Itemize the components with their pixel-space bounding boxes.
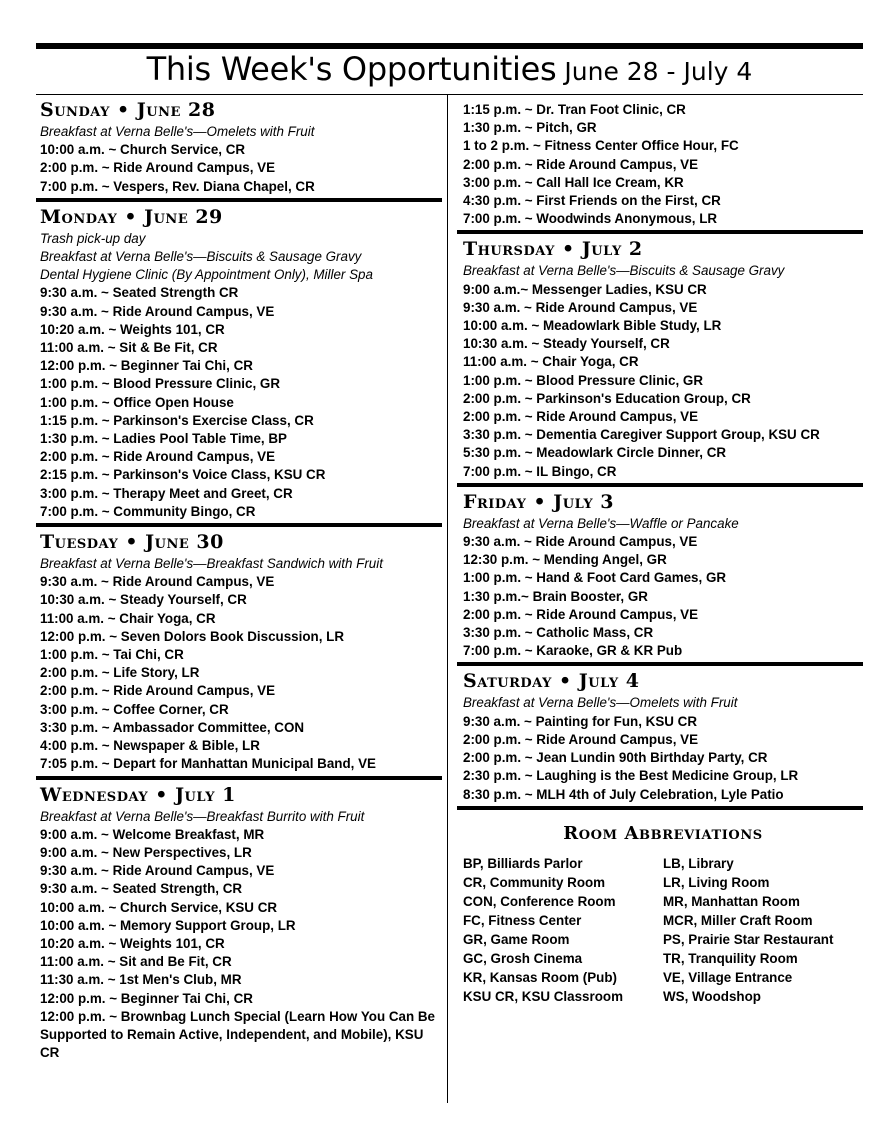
italic-list bbox=[40, 555, 442, 573]
event-item: 4:00 p.m. ~ Newspaper & Bible, LR bbox=[40, 738, 260, 754]
event-item: 1:15 p.m. ~ Parkinson's Exercise Class, CR bbox=[40, 412, 314, 428]
day-heading: Monday • June 29 bbox=[40, 205, 223, 228]
event-item: 7:00 p.m. ~ Vespers, Rev. Diana Chapel, CR bbox=[40, 178, 315, 194]
top-rule bbox=[36, 43, 863, 49]
event-item: 9:30 a.m. ~ Ride Around Campus, VE bbox=[463, 534, 698, 550]
day-heading: Thursday • July 2 bbox=[463, 238, 643, 261]
day-heading: Sunday • June 28 bbox=[40, 99, 216, 121]
day-section-sunday bbox=[40, 97, 442, 196]
room-abbreviation: WS, Woodshop bbox=[663, 988, 761, 1004]
room-abbreviation: GR, Game Room bbox=[463, 931, 570, 947]
event-item: 9:30 a.m. ~ Ride Around Campus, VE bbox=[40, 574, 275, 590]
event-item: 4:30 p.m. ~ First Friends on the First, CR bbox=[463, 193, 721, 209]
room-abbreviation: MCR, Miller Craft Room bbox=[663, 912, 813, 928]
event-item: 9:30 a.m. ~ Ride Around Campus, VE bbox=[40, 303, 275, 319]
italic-note: Breakfast at Verna Belle's—Breakfast Sandwich with Fruit bbox=[40, 556, 383, 572]
event-item: 3:00 p.m. ~ Therapy Meet and Greet, CR bbox=[40, 485, 293, 501]
section-rule bbox=[36, 523, 442, 527]
event-item: 8:30 p.m. ~ MLH 4th of July Celebration, Lyle Patio bbox=[463, 786, 784, 802]
event-item: 2:00 p.m. ~ Ride Around Campus, VE bbox=[463, 731, 699, 747]
room-list-right bbox=[663, 854, 863, 1006]
event-item: 2:00 p.m. ~ Ride Around Campus, VE bbox=[463, 409, 699, 425]
event-item: 5:30 p.m. ~ Meadowlark Circle Dinner, CR bbox=[463, 445, 727, 461]
title-text: This Week's Opportunities bbox=[146, 50, 557, 88]
event-item: 3:30 p.m. ~ Dementia Caregiver Support Group, KSU CR bbox=[463, 427, 820, 443]
event-item: 2:00 p.m. ~ Jean Lundin 90th Birthday Party, CR bbox=[463, 750, 768, 766]
event-item: 1:00 p.m. ~ Hand & Foot Card Games, GR bbox=[463, 570, 727, 586]
event-list bbox=[463, 533, 863, 660]
italic-list bbox=[40, 808, 442, 826]
event-item: 1:30 p.m. ~ Pitch, GR bbox=[463, 120, 597, 136]
italic-note: Breakfast at Verna Belle's—Omelets with Fruit bbox=[463, 695, 738, 711]
event-item: 9:00 a.m. ~ New Perspectives, LR bbox=[40, 844, 252, 860]
day-section-thursday bbox=[463, 236, 863, 480]
italic-list bbox=[40, 230, 442, 285]
day-section-monday bbox=[40, 204, 442, 521]
event-list bbox=[40, 284, 442, 521]
room-list-left bbox=[463, 854, 663, 1006]
day-heading: Saturday • July 4 bbox=[463, 670, 640, 693]
room-abbreviation: KR, Kansas Room (Pub) bbox=[463, 969, 618, 985]
italic-note: Dental Hygiene Clinic (By Appointment Only), Miller Spa bbox=[40, 267, 373, 283]
room-abbreviation: CON, Conference Room bbox=[463, 893, 616, 909]
day-heading: Friday • July 3 bbox=[463, 490, 614, 513]
day-heading: Tuesday • June 30 bbox=[40, 531, 224, 554]
event-list bbox=[40, 573, 442, 773]
italic-note: Trash pick-up day bbox=[40, 230, 146, 246]
section-rule bbox=[457, 230, 863, 234]
italic-list bbox=[40, 123, 442, 141]
italic-list bbox=[463, 262, 863, 280]
day-section-tuesday bbox=[40, 529, 442, 773]
room-abbreviation: LB, Library bbox=[663, 855, 734, 871]
event-item: 2:00 p.m. ~ Ride Around Campus, VE bbox=[40, 160, 276, 176]
event-item: 3:00 p.m. ~ Call Hall Ice Cream, KR bbox=[463, 174, 684, 190]
event-list bbox=[40, 826, 442, 1063]
title-rule bbox=[36, 94, 863, 95]
event-item: 2:00 p.m. ~ Parkinson's Education Group, CR bbox=[463, 390, 751, 406]
day-section-friday bbox=[463, 489, 863, 661]
event-item: 10:30 a.m. ~ Steady Yourself, CR bbox=[463, 336, 670, 352]
event-item: 11:00 a.m. ~ Sit & Be Fit, CR bbox=[40, 340, 218, 356]
event-item: 7:05 p.m. ~ Depart for Manhattan Municipal Band, VE bbox=[40, 756, 376, 772]
italic-note: Breakfast at Verna Belle's—Breakfast Burrito with Fruit bbox=[40, 808, 365, 824]
event-item: 1:00 p.m. ~ Blood Pressure Clinic, GR bbox=[463, 372, 703, 388]
room-abbreviation: PS, Prairie Star Restaurant bbox=[663, 931, 834, 947]
wednesday-continued-list bbox=[463, 101, 863, 228]
event-item: 2:15 p.m. ~ Parkinson's Voice Class, KSU CR bbox=[40, 467, 326, 483]
event-item: 2:30 p.m. ~ Laughing is the Best Medicine Group, LR bbox=[463, 768, 799, 784]
event-item: 7:00 p.m. ~ Karaoke, GR & KR Pub bbox=[463, 643, 683, 659]
italic-list bbox=[463, 515, 863, 533]
title-date-range: June 28 - July 4 bbox=[564, 57, 753, 86]
page-title bbox=[36, 50, 863, 88]
room-abbreviation: VE, Village Entrance bbox=[663, 969, 793, 985]
room-abbreviation: CR, Community Room bbox=[463, 874, 606, 890]
room-abbreviation: GC, Grosh Cinema bbox=[463, 950, 583, 966]
section-rule bbox=[457, 662, 863, 666]
event-item: 3:30 p.m. ~ Ambassador Committee, CON bbox=[40, 719, 305, 735]
event-item: 1:00 p.m. ~ Office Open House bbox=[40, 394, 234, 410]
right-column bbox=[463, 101, 863, 1006]
event-item: 2:00 p.m. ~ Ride Around Campus, VE bbox=[40, 683, 276, 699]
event-item: 1:30 p.m. ~ Ladies Pool Table Time, BP bbox=[40, 431, 287, 447]
room-abbreviations bbox=[463, 854, 863, 1006]
italic-note: Breakfast at Verna Belle's—Omelets with Fruit bbox=[40, 124, 315, 139]
event-item: 10:00 a.m. ~ Meadowlark Bible Study, LR bbox=[463, 318, 722, 334]
event-list bbox=[463, 713, 863, 804]
event-item: 2:00 p.m. ~ Ride Around Campus, VE bbox=[463, 606, 699, 622]
event-item: 7:00 p.m. ~ Woodwinds Anonymous, LR bbox=[463, 211, 718, 227]
event-item: 7:00 p.m. ~ IL Bingo, CR bbox=[463, 463, 617, 479]
room-abbreviation: TR, Tranquility Room bbox=[663, 950, 798, 966]
section-rule bbox=[36, 198, 442, 202]
event-item: 12:00 p.m. ~ Beginner Tai Chi, CR bbox=[40, 358, 253, 374]
event-item: 2:00 p.m. ~ Ride Around Campus, VE bbox=[463, 156, 699, 172]
event-item: 2:00 p.m. ~ Ride Around Campus, VE bbox=[40, 449, 276, 465]
event-item: 1:00 p.m. ~ Blood Pressure Clinic, GR bbox=[40, 376, 280, 392]
event-item: 10:00 a.m. ~ Church Service, KSU CR bbox=[40, 899, 278, 915]
day-heading: Wednesday • July 1 bbox=[40, 783, 236, 806]
room-abbreviations-title: Room Abbreviations bbox=[563, 822, 763, 844]
event-item: 12:00 p.m. ~ Beginner Tai Chi, CR bbox=[40, 990, 253, 1006]
event-item: 9:30 a.m. ~ Ride Around Campus, VE bbox=[40, 863, 275, 879]
event-item: 10:20 a.m. ~ Weights 101, CR bbox=[40, 935, 225, 951]
event-item: 12:00 p.m. ~ Seven Dolors Book Discussion, LR bbox=[40, 628, 344, 644]
event-item: 1:00 p.m. ~ Tai Chi, CR bbox=[40, 647, 184, 663]
event-item: 9:00 a.m. ~ Welcome Breakfast, MR bbox=[40, 826, 265, 842]
room-abbreviation: FC, Fitness Center bbox=[463, 912, 582, 928]
event-item: 10:20 a.m. ~ Weights 101, CR bbox=[40, 321, 225, 337]
event-item: 2:00 p.m. ~ Life Story, LR bbox=[40, 665, 200, 681]
day-section-saturday bbox=[463, 668, 863, 803]
event-item: 12:30 p.m. ~ Mending Angel, GR bbox=[463, 552, 667, 568]
event-item: 11:00 a.m. ~ Chair Yoga, CR bbox=[463, 354, 639, 370]
event-item: 11:30 a.m. ~ 1st Men's Club, MR bbox=[40, 972, 242, 988]
event-item: 10:00 a.m. ~ Memory Support Group, LR bbox=[40, 917, 296, 933]
event-item: 9:30 a.m. ~ Ride Around Campus, VE bbox=[463, 299, 698, 315]
event-item: 3:00 p.m. ~ Coffee Corner, CR bbox=[40, 701, 229, 717]
event-list bbox=[463, 281, 863, 481]
event-item: 3:30 p.m. ~ Catholic Mass, CR bbox=[463, 625, 654, 641]
section-rule bbox=[457, 806, 863, 810]
event-item: 10:00 a.m. ~ Church Service, CR bbox=[40, 142, 246, 158]
event-item: 9:00 a.m.~ Messenger Ladies, KSU CR bbox=[463, 281, 707, 297]
event-item: 9:30 a.m. ~ Seated Strength CR bbox=[40, 285, 239, 301]
italic-list bbox=[463, 694, 863, 712]
italic-note: Breakfast at Verna Belle's—Biscuits & Sausage Gravy bbox=[40, 249, 362, 265]
room-abbreviation: LR, Living Room bbox=[663, 874, 770, 890]
section-rule bbox=[457, 483, 863, 487]
event-item: 7:00 p.m. ~ Community Bingo, CR bbox=[40, 503, 256, 519]
day-section-wednesday bbox=[40, 782, 442, 1063]
room-abbreviation: BP, Billiards Parlor bbox=[463, 855, 583, 871]
room-abbreviation: MR, Manhattan Room bbox=[663, 893, 800, 909]
italic-note: Breakfast at Verna Belle's—Biscuits & Sausage Gravy bbox=[463, 263, 785, 279]
event-item: 12:00 p.m. ~ Brownbag Lunch Special (Learn How You Can Be Supported to Remain Active, Independent, and Mobile), KSU CR bbox=[40, 1008, 435, 1061]
event-item: 11:00 a.m. ~ Chair Yoga, CR bbox=[40, 610, 216, 626]
room-abbreviation: KSU CR, KSU Classroom bbox=[463, 988, 623, 1004]
event-item: 1:15 p.m. ~ Dr. Tran Foot Clinic, CR bbox=[463, 102, 686, 117]
event-item: 9:30 a.m. ~ Painting for Fun, KSU CR bbox=[463, 713, 697, 729]
event-list bbox=[40, 141, 442, 196]
event-item: 1:30 p.m.~ Brain Booster, GR bbox=[463, 588, 648, 604]
section-rule bbox=[36, 776, 442, 780]
event-item: 9:30 a.m. ~ Seated Strength, CR bbox=[40, 881, 243, 897]
event-item: 11:00 a.m. ~ Sit and Be Fit, CR bbox=[40, 954, 232, 970]
event-item: 1 to 2 p.m. ~ Fitness Center Office Hour, FC bbox=[463, 138, 739, 154]
left-column bbox=[40, 97, 442, 1062]
event-item: 10:30 a.m. ~ Steady Yourself, CR bbox=[40, 592, 247, 608]
italic-note: Breakfast at Verna Belle's—Waffle or Pancake bbox=[463, 515, 739, 531]
column-divider bbox=[447, 95, 448, 1103]
